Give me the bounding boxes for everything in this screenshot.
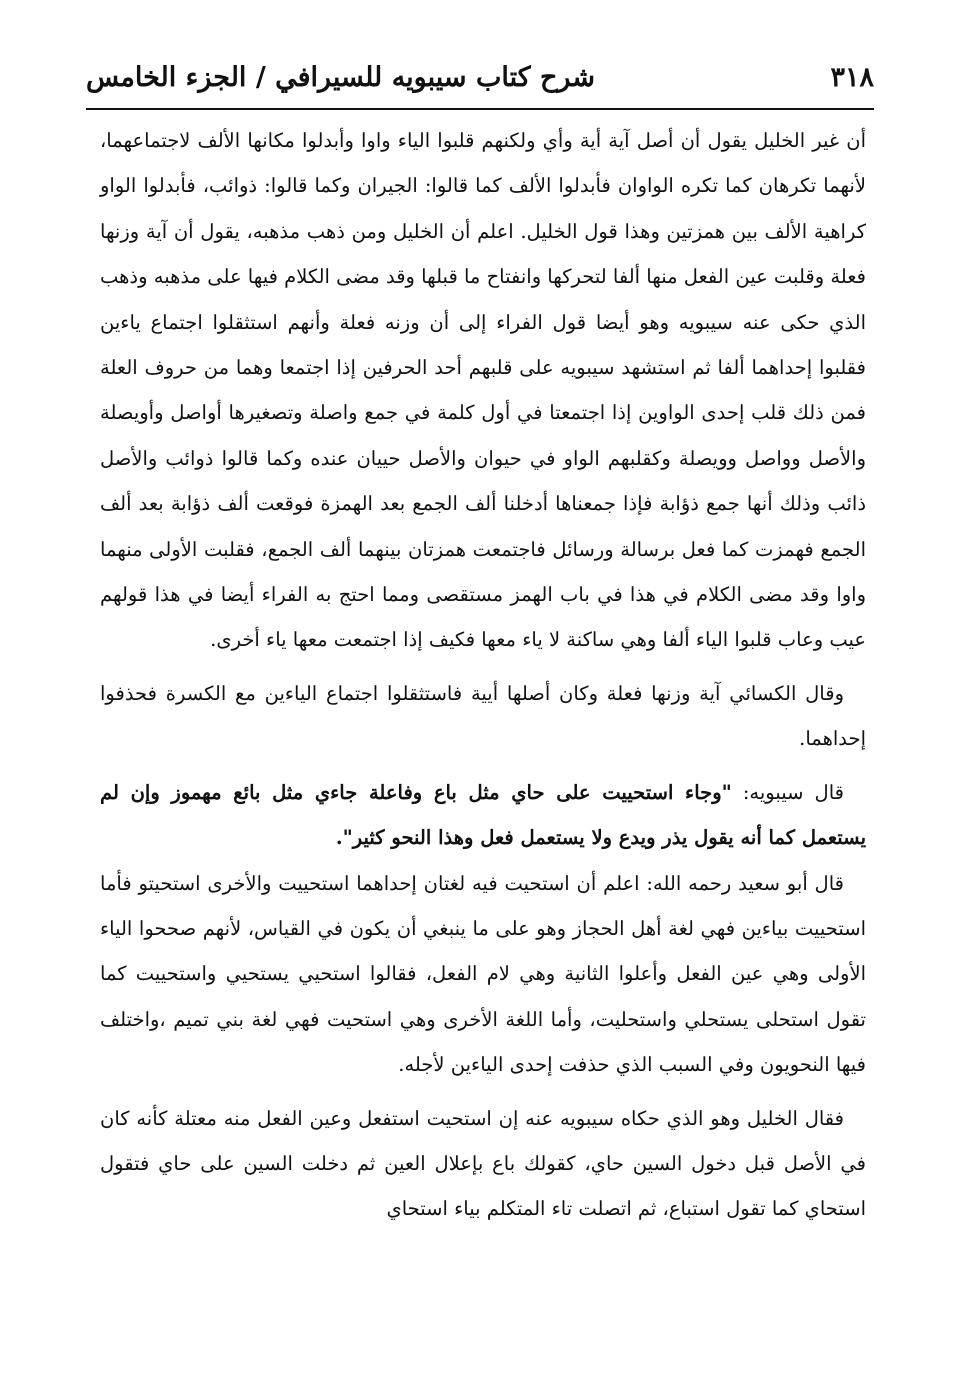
header-rule [86,108,874,110]
page-header [86,58,874,102]
quote-text: "وجاء استحييت على حاي مثل باع وفاعلة جاءي مثل بائع مهموز وإن لم يستعمل كما أنه يقول يذر ويدع ولا يستعمل فعل وهذا النحو كثير". [100,780,866,850]
paragraph-4: قال أبو سعيد رحمه الله: اعلم أن استحيت فيه لغتان إحداهما استحييت والأخرى استحيتو فأما استحييت بياءين فهي لغة أهل الحجاز وهو على ما ينبغي أن يكون في القياس، لأنهم صححوا الياء الأولى وهي عين الفعل وأعلوا الثانية وهي لام الفعل، فقالوا استحيي يستحيي واستحييت كما تقول استحلى يستحلي واستحليت، وأما اللغة الأخرى وهي استحيت فهي لغة بني تميم ،واختلف فيها النحويون وفي السبب الذي حذفت إحدى الياءين لأجله. [100,871,866,1077]
paragraph-3-sibawayh-quote [100,770,866,861]
running-title: شرح كتاب سيبويه للسيرافي / الجزء الخامس [86,62,595,93]
body-text [100,118,866,1232]
paragraph-2: وقال الكسائي آية وزنها فعلة وكان أصلها أيية فاستثقلوا اجتماع الياءين مع الكسرة فحذفوا إحداهما. [100,681,866,751]
paragraph-1: أن غير الخليل يقول أن أصل آية أية وأي ولكنهم قلبوا الياء واوا وأبدلوا مكانها الألف لاجتماعهما، لأنهما تكرهان كما تكره الواوان فأبدلوا الألف كما قالوا: الجيران وكما قالوا: ذوائب، فأبدلوا الواو كراهية الألف بين همزتين وهذا قول الخليل. اعلم أن الخليل ومن ذهب مذهبه، يقول أن آية وزنها فعلة وقلبت عين الفعل منها ألفا لتحركها وانفتاح ما قبلها وقد مضى الكلام فيها على مذهبه وذهب الذي حكى عنه سيبويه وهو أيضا قول الفراء إلى أن وزنه فعلة وأنهم استثقلوا اجتماع ياءين فقلبوا إحداهما ألفا ثم استشهد سيبويه على قلبهم أحد الحرفين إذا اجتمعا وهما من حروف العلة فمن ذلك قلب إحدى الواوين إذا اجتمعتا في أول كلمة في جمع واصلة وتصغيرها أواصل وأويصلة والأصل وواصل وويصلة وكقلبهم الواو في حيوان والأصل حييان عنده وكما قالوا ذوائب والأصل ذائب وذلك أنها جمع ذؤابة فإذا جمعناها أدخلنا ألف الجمع بعد الهمزة فوقعت ألف ذؤابة بعد ألف الجمع فهمزت كما فعل برسالة ورسائل فاجتمعت همزتان بينهما ألف الجمع، فقلبت الأولى منهما واوا وقد مضى الكلام في هذا في باب الهمز مستقصى ومما احتج به الفراء أيضا في هذا قولهم عيب وعاب قلبوا الياء ألفا وهي ساكنة لا ياء معها فكيف إذا اجتمعت معها ياء أخرى. [100,129,866,652]
page-number: ٣١٨ [830,62,874,93]
quote-lead: قال سيبويه: [731,780,844,804]
paragraph-5: فقال الخليل وهو الذي حكاه سيبويه عنه إن استحيت استفعل وعين الفعل منه معتلة كأنه كان في الأصل قبل دخول السين حاي، كقولك باع بإعلال العين ثم دخلت السين على حاي فتقول استحاي كما تقول استباع، ثم اتصلت تاء المتكلم بياء استحاي [100,1106,866,1221]
